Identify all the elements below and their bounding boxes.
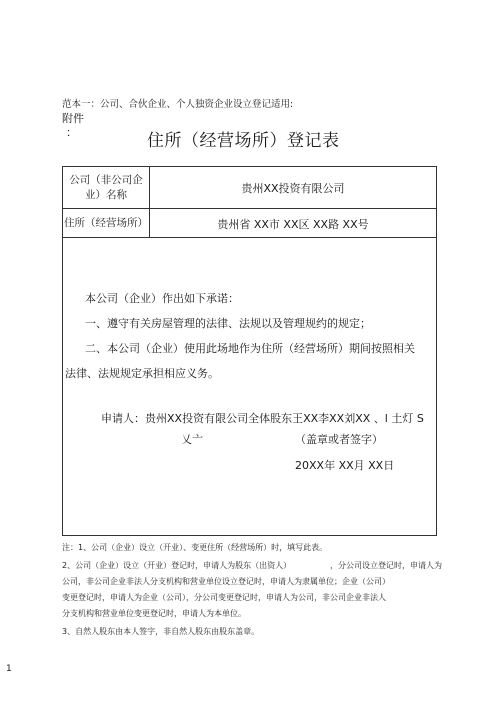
note-3: 3、自然人股东由本人签字，非自然人股东由股东盖章。 xyxy=(62,627,260,636)
registration-form xyxy=(62,166,437,536)
attachment-colon: ： xyxy=(66,126,77,139)
column-divider xyxy=(149,167,150,238)
pledge-item-2-line1: 二、本公司（企业）使用此场地作为住所（经营场所）期间按照相关 xyxy=(85,342,415,355)
address-row xyxy=(63,209,436,238)
note-2-part-a: 2、公司（企业）设立（开业）登记时，申请人为股东（出资人） xyxy=(62,561,292,570)
page-title: 住所（经营场所）登记表 xyxy=(147,131,340,151)
template-note: 范本一：公司、合伙企业、个人独资企业设立登记适用: xyxy=(62,99,294,110)
company-name-label xyxy=(63,173,149,203)
note-1: 注：1、公司（企业）设立（开业）、变更住所（经营场所）时，填写此表。 xyxy=(62,543,328,552)
application-date: 20XX年 XX月 XX日 xyxy=(295,459,395,472)
applicant-extra-mark: 乂亠 xyxy=(181,433,203,446)
company-name-row xyxy=(63,167,436,209)
pledge-item-2-line2: 法律、法规规定承担相应义务。 xyxy=(65,367,219,380)
pledge-intro: 本公司（企业）作出如下承诺： xyxy=(85,292,239,305)
address-label: 住所（经营场所） xyxy=(64,217,148,229)
company-name-value: 贵州XX投资有限公司 xyxy=(241,182,345,195)
note-2-part-b: ，分公司设立登记时，申请人为 xyxy=(330,561,442,570)
pledge-item-1: 一、遵守有关房屋管理的法律、法规以及管理规约的规定； xyxy=(85,317,371,330)
note-2-part-d: 变更登记时，申请人为企业（公司），分公司变更登记时，申请人为公司，非公司企业非法人 xyxy=(62,593,386,602)
applicant-line: 申请人：贵州XX投资有限公司全体股东王XX李XX刘XX 、l 土灯 S xyxy=(101,412,424,425)
company-name-label-line2: 业）名称 xyxy=(85,189,127,201)
page-number: 1 xyxy=(6,664,12,674)
company-name-label-line1: 公司（非公司企 xyxy=(69,174,143,186)
note-2-part-c: 公司，非公司企业非法人分支机构和营业单位设立登记时，申请人为隶属单位；企业（公司） xyxy=(62,577,390,586)
address-value: 贵州省 XX市 XX区 XX路 XX号 xyxy=(217,218,369,231)
note-2-part-e: 分支机构和营业单位变更登记时，申请人为本单位。 xyxy=(62,609,246,618)
attachment-label: 附件 xyxy=(62,112,84,125)
seal-or-signature-label: （盖章或者签字） xyxy=(295,433,383,446)
